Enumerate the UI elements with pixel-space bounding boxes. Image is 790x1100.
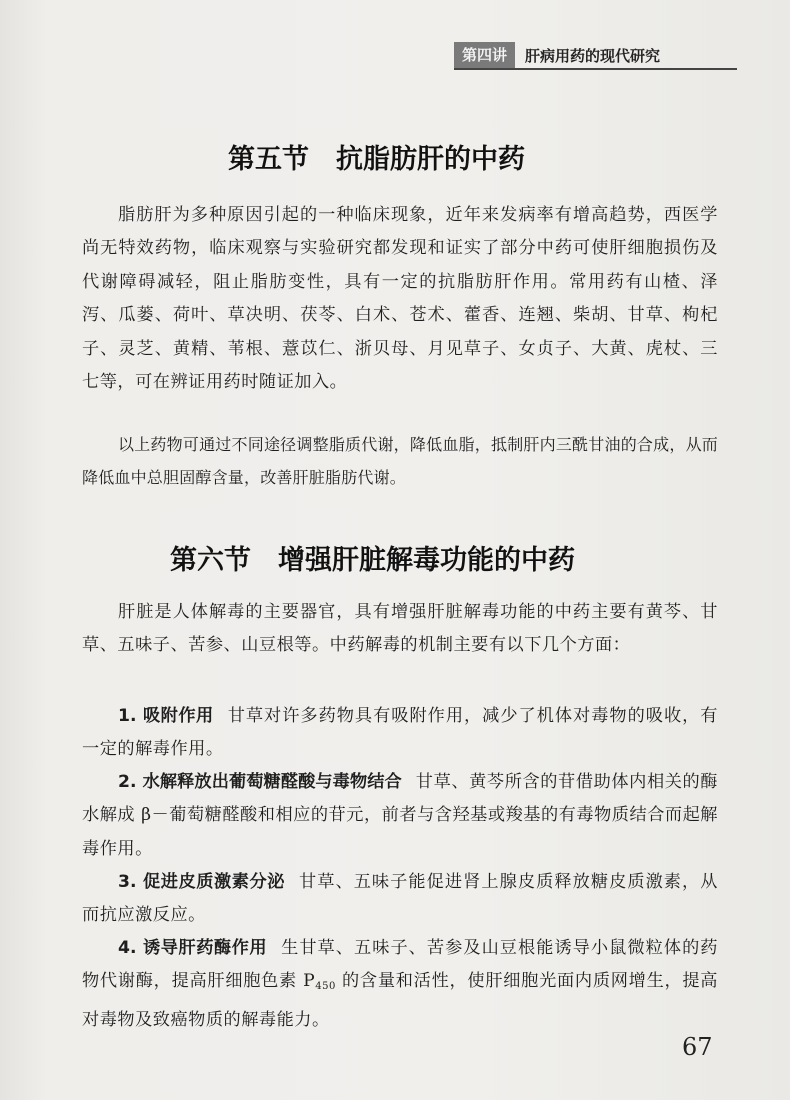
item-lead: 4. 诱导肝药酶作用 [118, 938, 268, 958]
running-header [454, 42, 660, 68]
section5-paragraph-2: 以上药物可通过不同途径调整脂质代谢，降低血脂，抵制肝内三酰甘油的合成，从而降低血中总胆固醇含量，改善肝脏脂肪代谢。 [82, 435, 718, 488]
item-text: 甘草对许多药物具有吸附作用，减少了机体对毒物的吸收，有一定的解毒作用。 [82, 706, 718, 760]
chapter-title: 肝病用药的现代研究 [525, 46, 661, 65]
mechanism-item-4 [82, 932, 718, 1037]
lecture-label: 第四讲 [454, 42, 515, 68]
section-heading-6: 第六节 增强肝脏解毒功能的中药 [170, 545, 575, 576]
item-text: 生甘草、五味子、苦参及山豆根能诱导小鼠微粒体的药物代谢酶，提高肝细胞色素 P [82, 938, 718, 992]
header-rule [454, 68, 737, 70]
section-heading-5: 第五节 抗脂肪肝的中药 [228, 144, 525, 175]
mechanism-item-2 [82, 766, 718, 866]
item-lead: 2. 水解释放出葡萄糖醛酸与毒物结合 [118, 772, 402, 792]
item-lead: 3. 促进皮质激素分泌 [118, 872, 285, 892]
page-number: 67 [682, 1033, 713, 1061]
item-text: 的含量和活性，使肝细胞光面内质网增生，提高对毒物及致癌物质的解毒能力。 [82, 971, 718, 1030]
item-text: 甘草、黄芩所含的苷借助体内相关的酶水解成 β－葡萄糖醛酸和相应的苷元，前者与含羟基或羧基的有毒物质结合而起解毒作用。 [82, 772, 718, 859]
section6-paragraph-1: 肝脏是人体解毒的主要器官，具有增强肝脏解毒功能的中药主要有黄芩、甘草、五味子、苦参、山豆根等。中药解毒的机制主要有以下几个方面： [82, 602, 718, 656]
subscript: 450 [315, 981, 336, 993]
item-lead: 1. 吸附作用 [118, 706, 214, 726]
mechanism-item-3 [82, 866, 718, 933]
mechanism-item-1 [82, 700, 718, 767]
item-text: 甘草、五味子能促进肾上腺皮质释放糖皮质激素，从而抗应激反应。 [82, 872, 718, 926]
section5-paragraph-1: 脂肪肝为多种原因引起的一种临床现象，近年来发病率有增高趋势，西医学尚无特效药物，临床观察与实验研究都发现和证实了部分中药可使肝细胞损伤及代谢障碍减轻，阻止脂肪变性，具有一定的抗脂肪肝作用。常用药有山楂、泽泻、瓜蒌、荷叶、草决明、茯苓、白术、苍术、藿香、连翘、柴胡、甘草、枸杞子、灵芝、黄精、苇根、薏苡仁、浙贝母、月见草子、女贞子、大黄、虎杖、三七等，可在辨证用药时随证加入。 [82, 205, 718, 393]
